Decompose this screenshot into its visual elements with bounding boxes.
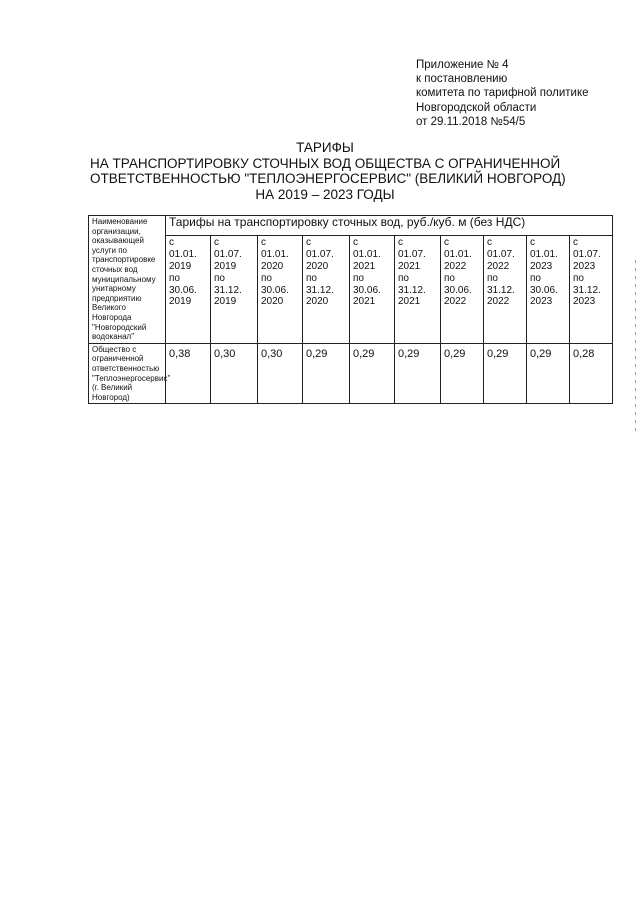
period-from-label: с bbox=[214, 237, 219, 249]
period-from-label: с bbox=[487, 237, 492, 249]
period-header-row bbox=[89, 236, 613, 343]
title-line: НА 2019 – 2023 ГОДЫ bbox=[255, 186, 395, 202]
period-from-label: с bbox=[169, 237, 174, 249]
period-to-label: по bbox=[444, 272, 455, 284]
tariff-value-cell: 0,30 bbox=[258, 343, 303, 404]
period-to-label: по bbox=[169, 272, 180, 284]
period-cell bbox=[395, 236, 441, 343]
table-row bbox=[89, 343, 613, 404]
period-to: 31.12. 2021 bbox=[398, 284, 426, 308]
period-cell bbox=[484, 236, 527, 343]
period-from: 01.07. 2020 bbox=[306, 249, 334, 272]
appendix-block bbox=[416, 58, 631, 129]
period-from-label: с bbox=[353, 237, 358, 249]
period-to: 30.06. 2022 bbox=[444, 284, 472, 308]
table-header-row bbox=[89, 216, 613, 236]
title-line: ТАРИФЫ bbox=[296, 140, 354, 155]
period-from-label: с bbox=[398, 237, 403, 249]
appendix-line: Новгородской области bbox=[416, 101, 537, 114]
period-cell bbox=[350, 236, 395, 343]
period-to-label: по bbox=[306, 272, 317, 284]
period-from-label: с bbox=[530, 237, 535, 249]
period-cell bbox=[570, 236, 613, 343]
tariffs-table bbox=[88, 215, 613, 404]
name-column-header: Наименование организации, оказывающей услуги по транспортировке сточных вод муниципальному унитарному предприятию Великого Новгорода "Новгородский водоканал" bbox=[89, 216, 166, 344]
period-cell bbox=[527, 236, 570, 343]
period-from: 01.01. 2020 bbox=[261, 249, 289, 272]
organization-cell: Общество с ограниченной ответственностью "Теплоэнергосервис" (г. Великий Новгород) bbox=[89, 343, 166, 404]
tariff-value-cell: 0,30 bbox=[211, 343, 258, 404]
scan-edge-marks bbox=[632, 260, 638, 440]
period-from: 01.01. 2022 bbox=[444, 249, 472, 272]
period-to: 30.06. 2021 bbox=[353, 284, 381, 308]
document-title bbox=[90, 140, 566, 202]
appendix-line: комитета по тарифной политике bbox=[416, 87, 589, 100]
period-from-label: с bbox=[573, 237, 578, 249]
period-to-label: по bbox=[398, 272, 409, 284]
appendix-line: от 29.11.2018 №54/5 bbox=[416, 115, 526, 128]
appendix-line: Приложение № 4 bbox=[416, 59, 509, 71]
period-to-label: по bbox=[353, 272, 364, 284]
period-to: 30.06. 2020 bbox=[261, 284, 289, 308]
period-cell bbox=[258, 236, 303, 343]
period-to-label: по bbox=[487, 272, 498, 284]
period-to: 31.12. 2023 bbox=[573, 284, 601, 308]
period-to-label: по bbox=[261, 272, 272, 284]
tariff-value-cell: 0,29 bbox=[441, 343, 484, 404]
tariff-value-cell: 0,29 bbox=[484, 343, 527, 404]
period-cell bbox=[441, 236, 484, 343]
tariff-header: Тарифы на транспортировку сточных вод, руб./куб. м (без НДС) bbox=[166, 216, 613, 236]
appendix-line: к постановлению bbox=[416, 73, 508, 86]
period-from: 01.07. 2021 bbox=[398, 249, 426, 272]
period-to: 31.12. 2022 bbox=[487, 284, 515, 308]
tariff-value-cell: 0,28 bbox=[570, 343, 613, 404]
period-from-label: с bbox=[261, 237, 266, 249]
tariff-value-cell: 0,29 bbox=[395, 343, 441, 404]
title-line: НА ТРАНСПОРТИРОВКУ СТОЧНЫХ ВОД ОБЩЕСТВА С ОГРАНИЧЕННОЙ bbox=[90, 155, 561, 171]
period-to-label: по bbox=[214, 272, 225, 284]
period-from: 01.07. 2019 bbox=[214, 249, 242, 272]
period-to: 30.06. 2023 bbox=[530, 284, 558, 308]
period-from: 01.01. 2021 bbox=[353, 249, 381, 272]
tariff-value-cell: 0,29 bbox=[527, 343, 570, 404]
title-line: ОТВЕТСТВЕННОСТЬЮ "ТЕПЛОЭНЕРГОСЕРВИС" (ВЕЛИКИЙ НОВГОРОД) bbox=[90, 171, 566, 187]
period-cell bbox=[166, 236, 211, 343]
period-to-label: по bbox=[573, 272, 584, 284]
tariff-value-cell: 0,29 bbox=[303, 343, 350, 404]
period-cell bbox=[211, 236, 258, 343]
period-from: 01.01. 2019 bbox=[169, 249, 197, 272]
period-from-label: с bbox=[444, 237, 449, 249]
period-from-label: с bbox=[306, 237, 311, 249]
period-to: 31.12. 2020 bbox=[306, 284, 334, 308]
period-from: 01.07. 2022 bbox=[487, 249, 515, 272]
period-from: 01.07. 2023 bbox=[573, 249, 601, 272]
period-cell bbox=[303, 236, 350, 343]
period-from: 01.01. 2023 bbox=[530, 249, 558, 272]
period-to-label: по bbox=[530, 272, 541, 284]
tariff-value-cell: 0,38 bbox=[166, 343, 211, 404]
tariff-value-cell: 0,29 bbox=[350, 343, 395, 404]
period-to: 30.06. 2019 bbox=[169, 284, 197, 308]
period-to: 31.12. 2019 bbox=[214, 284, 242, 308]
